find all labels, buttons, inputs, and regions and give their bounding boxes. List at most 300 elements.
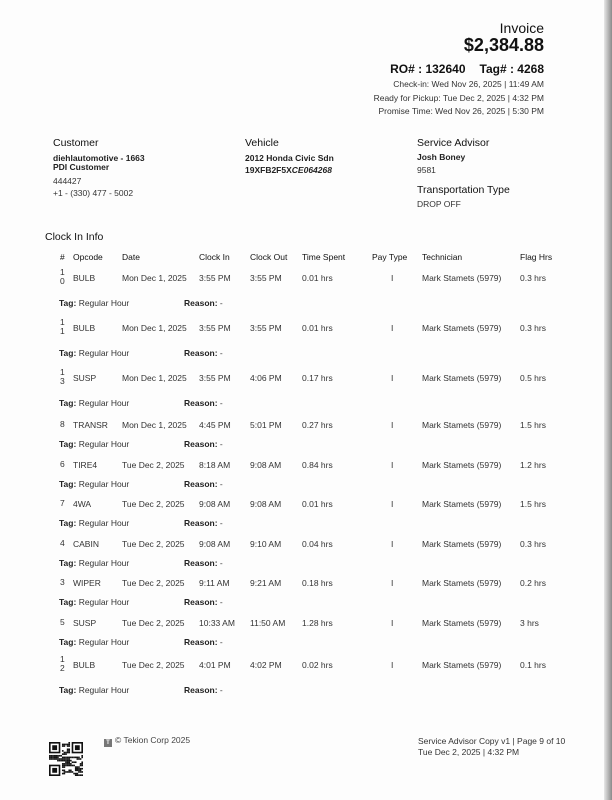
tag-value: Regular Hour — [78, 597, 130, 607]
cell-clock-in: 4:45 PM — [199, 420, 231, 430]
cell-date: Tue Dec 2, 2025 — [122, 539, 185, 549]
reason-field — [184, 597, 223, 607]
qr-module — [68, 748, 70, 750]
row-number-part: 3 — [60, 577, 65, 587]
tag-value: Regular Hour — [78, 439, 130, 449]
row-number — [60, 368, 65, 386]
qr-module — [67, 758, 69, 760]
cell-clock-out: 3:55 PM — [250, 273, 282, 283]
reason-value: - — [219, 398, 223, 408]
qr-module — [62, 773, 64, 775]
qr-module — [62, 750, 64, 752]
printed-date: Tue Dec 2, 2025 | 4:32 PM — [418, 747, 520, 757]
invoice-label: Invoice — [499, 20, 544, 36]
qr-module — [81, 768, 83, 770]
qr-module — [49, 757, 51, 759]
cell-opcode: BULB — [73, 273, 96, 283]
qr-module — [68, 761, 70, 763]
cell-flag-hrs: 0.3 hrs — [520, 539, 546, 549]
qr-module — [78, 757, 80, 759]
qr-module — [55, 755, 57, 757]
qr-module — [67, 748, 69, 750]
qr-module — [77, 757, 79, 759]
qr-module — [68, 745, 70, 747]
cell-flag-hrs: 1.5 hrs — [520, 420, 546, 430]
cell-clock-in: 9:11 AM — [199, 578, 230, 588]
cell-opcode: BULB — [73, 323, 96, 333]
qr-module — [75, 757, 77, 759]
col-header-pay-type: Pay Type — [372, 252, 408, 262]
qr-module — [64, 770, 66, 772]
cell-clock-in: 4:01 PM — [199, 660, 231, 670]
qr-module — [67, 763, 69, 765]
check-in-time: Check-in: Wed Nov 26, 2025 | 11:49 AM — [393, 79, 544, 89]
cell-time-spent: 0.01 hrs — [302, 499, 333, 509]
reason-label: Reason: — [184, 637, 218, 647]
tag-field — [59, 597, 129, 607]
reason-field — [184, 348, 223, 358]
qr-module — [72, 771, 74, 773]
qr-module — [80, 765, 82, 767]
qr-module — [70, 757, 72, 759]
cell-pay-type: I — [391, 323, 394, 333]
tag-label: Tag: — [59, 479, 77, 489]
cell-date: Tue Dec 2, 2025 — [122, 660, 185, 670]
cell-clock-out: 3:55 PM — [250, 323, 282, 333]
qr-module — [65, 761, 67, 763]
reason-field — [184, 637, 223, 647]
tag-label: Tag: — [59, 348, 77, 358]
service-advisor-heading: Service Advisor — [417, 137, 490, 149]
qr-module — [67, 760, 69, 762]
qr-module — [70, 770, 72, 772]
qr-module — [75, 761, 77, 763]
cell-time-spent: 1.28 hrs — [302, 618, 333, 628]
qr-module — [80, 758, 82, 760]
qr-module — [68, 744, 70, 746]
cell-clock-in: 9:08 AM — [199, 499, 231, 509]
qr-module — [65, 753, 67, 755]
reason-field — [184, 685, 223, 695]
cell-time-spent: 0.18 hrs — [302, 578, 333, 588]
cell-technician: Mark Stamets (5979) — [422, 660, 502, 670]
qr-module — [75, 770, 77, 772]
tag-label: Tag: — [59, 558, 77, 568]
qr-module — [64, 753, 66, 755]
qr-module — [77, 768, 79, 770]
qr-module — [81, 763, 83, 765]
tag-label: Tag: — [59, 597, 77, 607]
vin-suffix: CE064268 — [291, 165, 332, 175]
qr-module — [81, 774, 83, 776]
cell-flag-hrs: 3 hrs — [520, 618, 539, 628]
qr-module — [68, 750, 70, 752]
qr-module — [64, 765, 66, 767]
qr-module — [60, 758, 62, 760]
qr-module — [64, 758, 66, 760]
cell-pay-type: I — [391, 420, 394, 430]
row-number — [60, 460, 65, 469]
ro-tag-line — [390, 62, 544, 76]
qr-module — [62, 765, 64, 767]
cell-flag-hrs: 0.3 hrs — [520, 323, 546, 333]
ready-for-pickup-time: Ready for Pickup: Tue Dec 2, 2025 | 4:32 PM — [373, 93, 544, 103]
tag-field — [59, 558, 129, 568]
tag-field — [59, 348, 129, 358]
cell-opcode: 4WA — [73, 499, 92, 509]
cell-flag-hrs: 0.1 hrs — [520, 660, 546, 670]
qr-module — [62, 766, 64, 768]
row-number-part: 1 — [60, 326, 65, 336]
qr-module — [51, 758, 53, 760]
copyright-text: © Tekion Corp 2025 — [115, 735, 191, 745]
customer-phone: +1 - (330) 477 - 5002 — [53, 188, 134, 198]
qr-module — [55, 758, 57, 760]
row-number — [60, 578, 65, 587]
reason-label: Reason: — [184, 398, 218, 408]
cell-clock-in: 3:55 PM — [199, 273, 231, 283]
qr-module — [52, 757, 54, 759]
reason-field — [184, 558, 223, 568]
cell-clock-out: 5:01 PM — [250, 420, 282, 430]
qr-module — [65, 758, 67, 760]
reason-value: - — [219, 637, 223, 647]
qr-module — [62, 744, 64, 746]
cell-date: Tue Dec 2, 2025 — [122, 499, 185, 509]
qr-module — [81, 757, 83, 759]
cell-technician: Mark Stamets (5979) — [422, 373, 502, 383]
tag-number: Tag# : 4268 — [479, 62, 544, 76]
qr-module — [78, 771, 80, 773]
qr-module — [75, 745, 80, 750]
cell-time-spent: 0.02 hrs — [302, 660, 333, 670]
reason-value: - — [219, 558, 223, 568]
cell-opcode: BULB — [73, 660, 96, 670]
cell-pay-type: I — [391, 578, 394, 588]
reason-value: - — [219, 298, 223, 308]
cell-pay-type: I — [391, 499, 394, 509]
footer-page-info — [418, 736, 565, 758]
qr-module — [51, 755, 53, 757]
tag-label: Tag: — [59, 637, 77, 647]
qr-module — [75, 768, 77, 770]
cell-time-spent: 0.17 hrs — [302, 373, 333, 383]
cell-technician: Mark Stamets (5979) — [422, 539, 502, 549]
qr-module — [67, 771, 69, 773]
tag-label: Tag: — [59, 439, 77, 449]
vin-prefix: 19XFB2F5X — [245, 165, 292, 175]
cell-clock-out: 9:21 AM — [250, 578, 282, 588]
qr-module — [68, 758, 70, 760]
row-number-part: 4 — [60, 538, 65, 548]
qr-module — [70, 765, 72, 767]
qr-module — [64, 757, 66, 759]
qr-module — [67, 750, 69, 752]
tag-field — [59, 637, 129, 647]
qr-module — [59, 755, 61, 757]
qr-module — [77, 766, 79, 768]
qr-module — [67, 752, 69, 754]
row-number-part: 0 — [60, 276, 65, 286]
qr-module — [75, 774, 77, 776]
qr-module — [80, 768, 82, 770]
row-number-part: 1 — [60, 367, 65, 377]
qr-module — [67, 744, 69, 746]
row-number — [60, 499, 65, 508]
col-header-number: # — [60, 252, 65, 262]
cell-technician: Mark Stamets (5979) — [422, 499, 502, 509]
qr-module — [57, 760, 59, 762]
qr-module — [77, 773, 79, 775]
qr-module — [68, 757, 70, 759]
qr-module — [65, 744, 67, 746]
qr-module — [52, 758, 54, 760]
cell-clock-out: 4:02 PM — [250, 660, 282, 670]
cell-opcode: CABIN — [73, 539, 99, 549]
transportation-value: DROP OFF — [417, 199, 461, 209]
row-number-part: 3 — [60, 376, 65, 386]
qr-module — [64, 766, 66, 768]
cell-clock-in: 8:18 AM — [199, 460, 231, 470]
vehicle-vin — [245, 165, 332, 175]
tag-label: Tag: — [59, 518, 77, 528]
row-number-part: 6 — [60, 459, 65, 469]
qr-module — [72, 765, 74, 767]
vehicle-description: 2012 Honda Civic Sdn — [245, 153, 334, 163]
qr-module — [57, 757, 59, 759]
col-header-clock-out: Clock Out — [250, 252, 288, 262]
qr-module — [67, 757, 69, 759]
qr-module — [78, 770, 80, 772]
col-header-flag-hrs: Flag Hrs — [520, 252, 553, 262]
reason-field — [184, 518, 223, 528]
tag-value: Regular Hour — [78, 298, 130, 308]
qr-module — [52, 755, 54, 757]
qr-module — [77, 758, 79, 760]
cell-time-spent: 0.01 hrs — [302, 323, 333, 333]
qr-module — [64, 745, 66, 747]
qr-module — [75, 773, 77, 775]
reason-field — [184, 439, 223, 449]
qr-module — [81, 765, 83, 767]
reason-value: - — [219, 348, 223, 358]
qr-module — [60, 760, 62, 762]
col-header-clock-in: Clock In — [199, 252, 230, 262]
vehicle-heading: Vehicle — [245, 137, 279, 149]
row-number — [60, 655, 65, 673]
tag-label: Tag: — [59, 298, 77, 308]
qr-module — [78, 768, 80, 770]
cell-pay-type: I — [391, 373, 394, 383]
cell-opcode: SUSP — [73, 373, 97, 383]
qr-module — [60, 755, 62, 757]
cell-flag-hrs: 1.5 hrs — [520, 499, 546, 509]
qr-module — [77, 774, 79, 776]
qr-module — [62, 753, 64, 755]
qr-module — [65, 760, 67, 762]
row-number-part: 1 — [60, 267, 65, 277]
reason-field — [184, 398, 223, 408]
clock-in-title: Clock In Info — [45, 231, 104, 243]
qr-module — [80, 770, 82, 772]
tag-value: Regular Hour — [78, 637, 130, 647]
cell-opcode: SUSP — [73, 618, 97, 628]
reason-label: Reason: — [184, 597, 218, 607]
qr-module — [67, 761, 69, 763]
row-number — [60, 268, 65, 286]
cell-flag-hrs: 0.2 hrs — [520, 578, 546, 588]
cell-pay-type: I — [391, 660, 394, 670]
cell-date: Mon Dec 1, 2025 — [122, 373, 187, 383]
qr-module — [72, 757, 74, 759]
row-number-part: 7 — [60, 498, 65, 508]
cell-clock-out: 4:06 PM — [250, 373, 282, 383]
reason-label: Reason: — [184, 558, 218, 568]
row-number-part: 2 — [60, 663, 65, 673]
reason-value: - — [219, 685, 223, 695]
cell-time-spent: 0.84 hrs — [302, 460, 333, 470]
qr-module — [55, 757, 57, 759]
cell-clock-in: 10:33 AM — [199, 618, 235, 628]
qr-module — [64, 771, 66, 773]
qr-module — [78, 758, 80, 760]
cell-time-spent: 0.27 hrs — [302, 420, 333, 430]
qr-module — [80, 771, 82, 773]
promise-time: Promise Time: Wed Nov 26, 2025 | 5:30 PM — [378, 106, 544, 116]
reason-field — [184, 479, 223, 489]
customer-name: diehlautomotive - 1663 — [53, 153, 145, 163]
col-header-time-spent: Time Spent — [302, 252, 346, 262]
qr-module — [68, 765, 70, 767]
qr-module — [64, 763, 66, 765]
page-edge-shadow — [604, 0, 612, 800]
qr-module — [62, 770, 64, 772]
qr-module — [80, 763, 82, 765]
service-advisor-id: 9581 — [417, 165, 436, 175]
tekion-logo-icon: T — [104, 739, 112, 747]
cell-pay-type: I — [391, 273, 394, 283]
cell-time-spent: 0.01 hrs — [302, 273, 333, 283]
qr-module — [65, 763, 67, 765]
customer-id: 444427 — [53, 176, 82, 186]
tag-field — [59, 298, 129, 308]
cell-flag-hrs: 0.5 hrs — [520, 373, 546, 383]
row-number — [60, 420, 65, 429]
row-number-part: 8 — [60, 419, 65, 429]
customer-heading: Customer — [53, 137, 99, 149]
qr-module — [78, 774, 80, 776]
qr-module — [72, 761, 74, 763]
reason-field — [184, 298, 223, 308]
qr-module — [68, 742, 70, 744]
qr-module — [75, 766, 77, 768]
tag-value: Regular Hour — [78, 685, 130, 695]
qr-module — [70, 763, 72, 765]
cell-technician: Mark Stamets (5979) — [422, 420, 502, 430]
qr-module — [70, 760, 72, 762]
cell-technician: Mark Stamets (5979) — [422, 273, 502, 283]
qr-module — [68, 771, 70, 773]
cell-technician: Mark Stamets (5979) — [422, 460, 502, 470]
cell-date: Mon Dec 1, 2025 — [122, 323, 187, 333]
reason-label: Reason: — [184, 685, 218, 695]
reason-value: - — [219, 479, 223, 489]
cell-clock-out: 11:50 AM — [250, 618, 286, 628]
footer-copyright — [104, 735, 190, 747]
qr-module — [68, 763, 70, 765]
qr-module — [57, 755, 59, 757]
cell-clock-in: 9:08 AM — [199, 539, 231, 549]
service-advisor-name: Josh Boney — [417, 152, 466, 162]
tag-label: Tag: — [59, 685, 77, 695]
qr-module — [78, 766, 80, 768]
invoice-total: $2,384.88 — [463, 35, 544, 55]
cell-opcode: WIPER — [73, 578, 101, 588]
transportation-heading: Transportation Type — [417, 184, 510, 196]
ro-number: RO# : 132640 — [390, 62, 466, 76]
qr-module — [68, 770, 70, 772]
tag-field — [59, 518, 129, 528]
row-number — [60, 618, 65, 627]
qr-module — [64, 773, 66, 775]
qr-module — [81, 755, 83, 757]
qr-module — [54, 755, 56, 757]
cell-date: Tue Dec 2, 2025 — [122, 578, 185, 588]
qr-module — [65, 757, 67, 759]
qr-module — [57, 758, 59, 760]
qr-module — [70, 771, 72, 773]
tag-field — [59, 479, 129, 489]
qr-module — [64, 744, 66, 746]
tag-value: Regular Hour — [78, 348, 130, 358]
qr-module — [67, 745, 69, 747]
cell-pay-type: I — [391, 460, 394, 470]
cell-clock-in: 3:55 PM — [199, 373, 231, 383]
qr-module — [81, 771, 83, 773]
qr-module — [65, 771, 67, 773]
qr-module — [81, 761, 83, 763]
qr-module — [68, 760, 70, 762]
qr-module — [49, 755, 51, 757]
qr-module — [59, 758, 61, 760]
tag-field — [59, 685, 129, 695]
reason-value: - — [219, 439, 223, 449]
col-header-date: Date — [122, 252, 140, 262]
cell-technician: Mark Stamets (5979) — [422, 618, 502, 628]
qr-module — [49, 758, 51, 760]
cell-clock-out: 9:10 AM — [250, 539, 282, 549]
qr-module — [59, 760, 61, 762]
row-number-part: 1 — [60, 317, 65, 327]
qr-module — [51, 757, 53, 759]
qr-module — [64, 752, 66, 754]
row-number — [60, 318, 65, 336]
qr-module — [73, 761, 75, 763]
reason-label: Reason: — [184, 518, 218, 528]
reason-label: Reason: — [184, 298, 218, 308]
qr-module — [73, 765, 75, 767]
col-header-technician: Technician — [422, 252, 463, 262]
qr-module — [62, 745, 64, 747]
qr-module — [52, 745, 57, 750]
cell-pay-type: I — [391, 539, 394, 549]
cell-date: Tue Dec 2, 2025 — [122, 460, 185, 470]
qr-module — [62, 758, 64, 760]
tag-field — [59, 439, 129, 449]
cell-clock-out: 9:08 AM — [250, 499, 282, 509]
copy-info: Service Advisor Copy v1 | Page 9 of 10 — [418, 736, 566, 746]
customer-type: PDI Customer — [53, 162, 110, 172]
